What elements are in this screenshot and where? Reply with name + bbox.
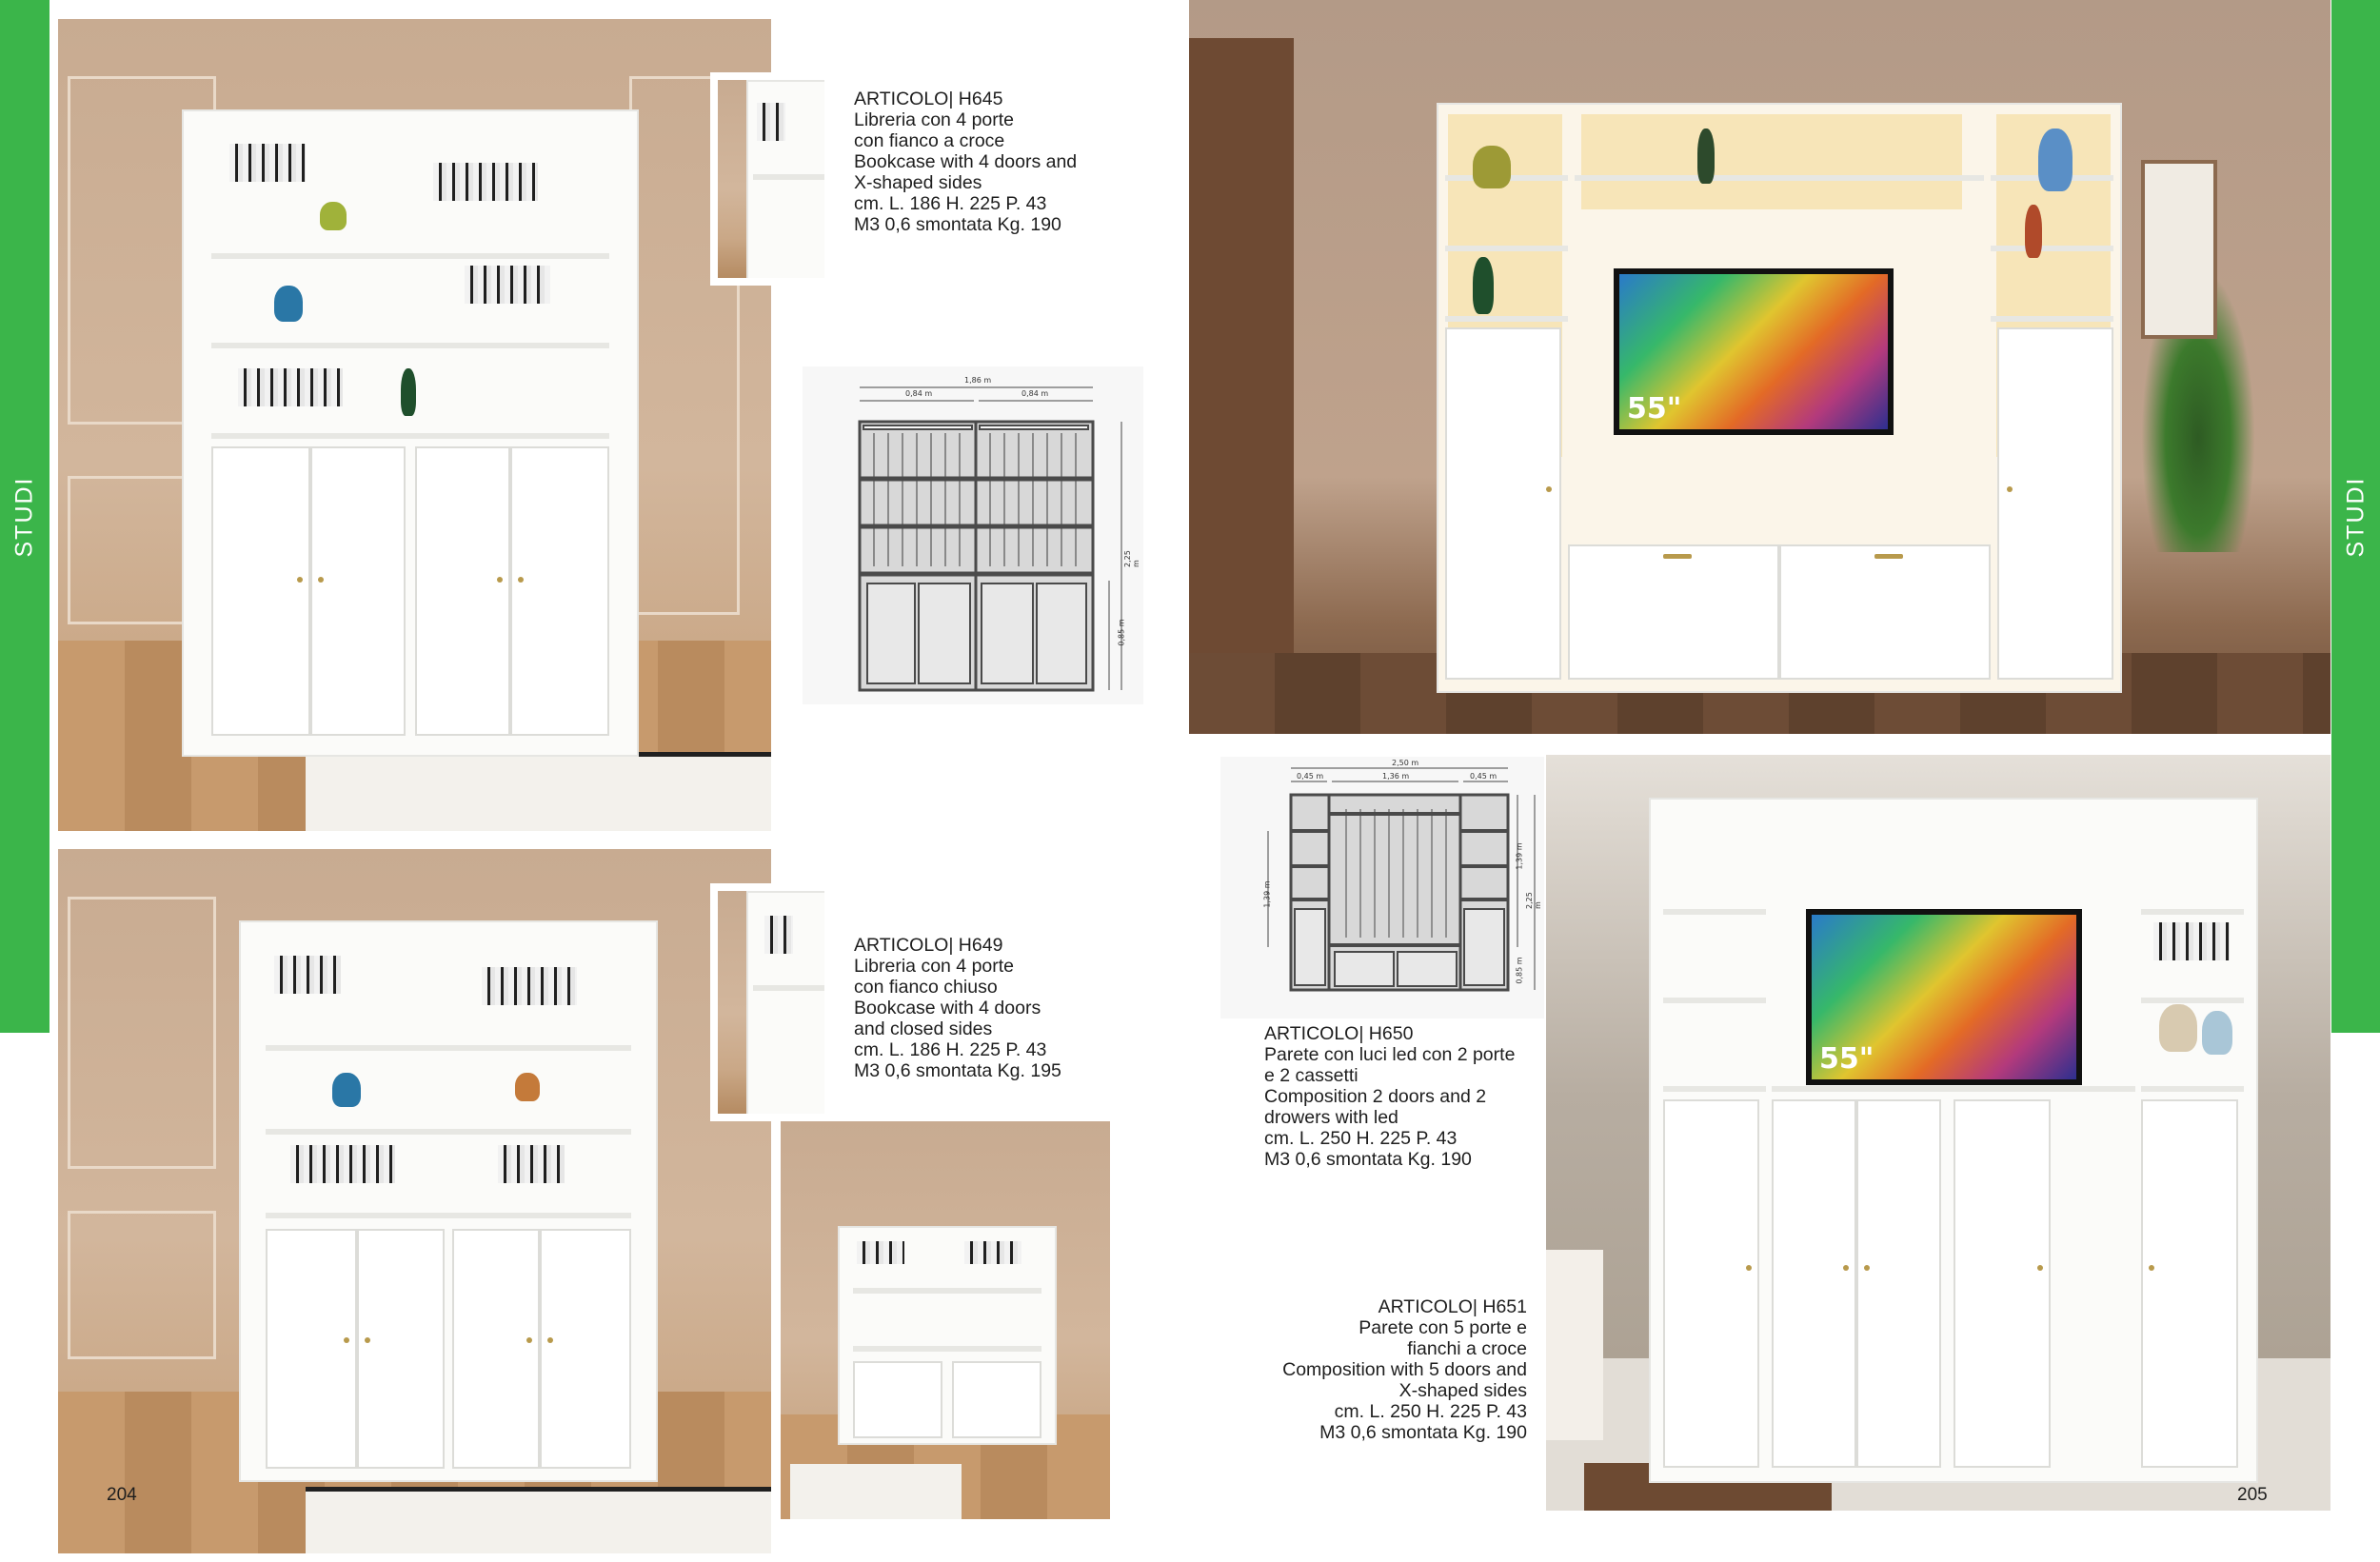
page-number-left: 204: [107, 1485, 137, 1505]
tv: [1614, 268, 1894, 435]
dimension-half-left: 0,84 m: [905, 389, 933, 398]
bookcase-h649: [239, 920, 658, 1482]
rug: [306, 752, 771, 831]
product-description-h645: [854, 89, 1077, 235]
product-name-it: e 2 cassetti: [1264, 1065, 1359, 1086]
wall-molding: [68, 897, 216, 1169]
product-code: ARTICOLO| H649: [854, 935, 1003, 956]
photo-h651-room: [1546, 755, 2330, 1511]
technical-drawing-h650: [1220, 757, 1544, 1018]
vase: [274, 286, 303, 322]
product-description-h651: [1264, 1296, 1527, 1443]
product-name-en: Composition 2 doors and 2: [1264, 1086, 1487, 1107]
dimension-right-col: 0,45 m: [1470, 772, 1497, 781]
books: [433, 163, 538, 201]
vase: [401, 368, 416, 416]
product-dimensions: cm. L. 250 H. 225 P. 43: [1264, 1128, 1458, 1149]
product-code: ARTICOLO| H650: [1264, 1023, 1414, 1044]
rug: [306, 1487, 771, 1553]
dimension-height-left: 1,39 m: [1262, 880, 1272, 908]
technical-drawing-h645: [803, 366, 1143, 704]
product-name-it: con fianco chiuso: [854, 977, 998, 998]
dimension-left-col: 0,45 m: [1297, 772, 1324, 781]
section-label: STUDI: [2342, 476, 2369, 557]
product-name-en: Composition with 5 doors and: [1282, 1359, 1527, 1380]
dimension-height-base: 0,85 m: [1515, 957, 1524, 984]
product-description-h650: [1264, 1023, 1515, 1170]
photo-h645-room: [58, 19, 771, 831]
shelf: [211, 343, 610, 348]
product-name-en: drowers with led: [1264, 1107, 1398, 1128]
section-tab-right: [2331, 0, 2380, 1033]
wall-molding: [68, 1211, 216, 1359]
product-name-en: X-shaped sides: [854, 172, 982, 193]
books: [229, 144, 306, 182]
cabinet-door: [211, 446, 311, 736]
wall-picture: [2141, 160, 2217, 339]
product-name-it: fianchi a croce: [1407, 1338, 1527, 1359]
wall-unit-h651: [1649, 798, 2258, 1483]
product-code: ARTICOLO| H651: [1378, 1296, 1527, 1317]
page-number-right: 205: [2237, 1485, 2268, 1505]
dimension-height: 2,25 m: [1123, 550, 1140, 567]
shelf: [211, 433, 610, 439]
product-volume-weight: M3 0,6 smontata Kg. 195: [854, 1060, 1061, 1081]
product-name-it: con fianco a croce: [854, 130, 1005, 151]
product-dimensions: cm. L. 250 H. 225 P. 43: [1334, 1401, 1527, 1422]
product-dimensions: cm. L. 186 H. 225 P. 43: [854, 193, 1047, 214]
dimension-total-width: 1,86 m: [964, 376, 992, 385]
dimension-center: 1,36 m: [1382, 772, 1410, 781]
tv: [1806, 909, 2082, 1085]
detail-inset-h649: [710, 883, 832, 1121]
product-name-en: and closed sides: [854, 1018, 993, 1039]
bookcase-h645: [182, 109, 639, 757]
photo-h649-room-small: [781, 1121, 1110, 1519]
bookcase-detail: [746, 80, 832, 286]
product-name-it: Parete con luci led con 2 porte: [1264, 1044, 1516, 1065]
shelf: [211, 253, 610, 259]
product-volume-weight: M3 0,6 smontata Kg. 190: [854, 214, 1061, 235]
cabinet-door: [510, 446, 610, 736]
product-volume-weight: M3 0,6 smontata Kg. 190: [1264, 1149, 1472, 1170]
product-code: ARTICOLO| H645: [854, 89, 1003, 109]
product-volume-weight: M3 0,6 smontata Kg. 190: [1319, 1422, 1527, 1443]
product-name-it: Parete con 5 porte e: [1359, 1317, 1527, 1338]
product-name-it: Libreria con 4 porte: [854, 109, 1015, 130]
photo-h649-room: [58, 849, 771, 1553]
cabinet-door: [415, 446, 510, 736]
product-name-en: Bookcase with 4 doors and: [854, 151, 1078, 172]
door-frame: [1189, 38, 1294, 685]
dimension-total-width: 2,50 m: [1392, 759, 1419, 767]
vase: [320, 202, 347, 230]
dimension-height-right-top: 1,39 m: [1515, 842, 1524, 870]
detail-inset-h645: [710, 72, 832, 286]
product-name-it: Libreria con 4 porte: [854, 956, 1015, 977]
product-dimensions: cm. L. 186 H. 225 P. 43: [854, 1039, 1047, 1060]
dimension-base-height: 0,85 m: [1117, 619, 1126, 646]
product-name-en: X-shaped sides: [1398, 1380, 1527, 1401]
dimension-height-total: 2,25 m: [1525, 892, 1542, 909]
section-tab-left: [0, 0, 50, 1033]
photo-h650-room: [1189, 0, 2330, 734]
product-description-h649: [854, 935, 1061, 1081]
armchair: [1546, 1250, 1603, 1440]
cabinet-door: [310, 446, 406, 736]
books: [238, 368, 343, 406]
tv-size-label: 55": [1627, 392, 1682, 425]
section-label: STUDI: [10, 476, 38, 557]
product-name-en: Bookcase with 4 doors: [854, 998, 1041, 1018]
books: [465, 266, 550, 304]
tv-size-label: 55": [1819, 1042, 1874, 1076]
dimension-half-right: 0,84 m: [1021, 389, 1049, 398]
